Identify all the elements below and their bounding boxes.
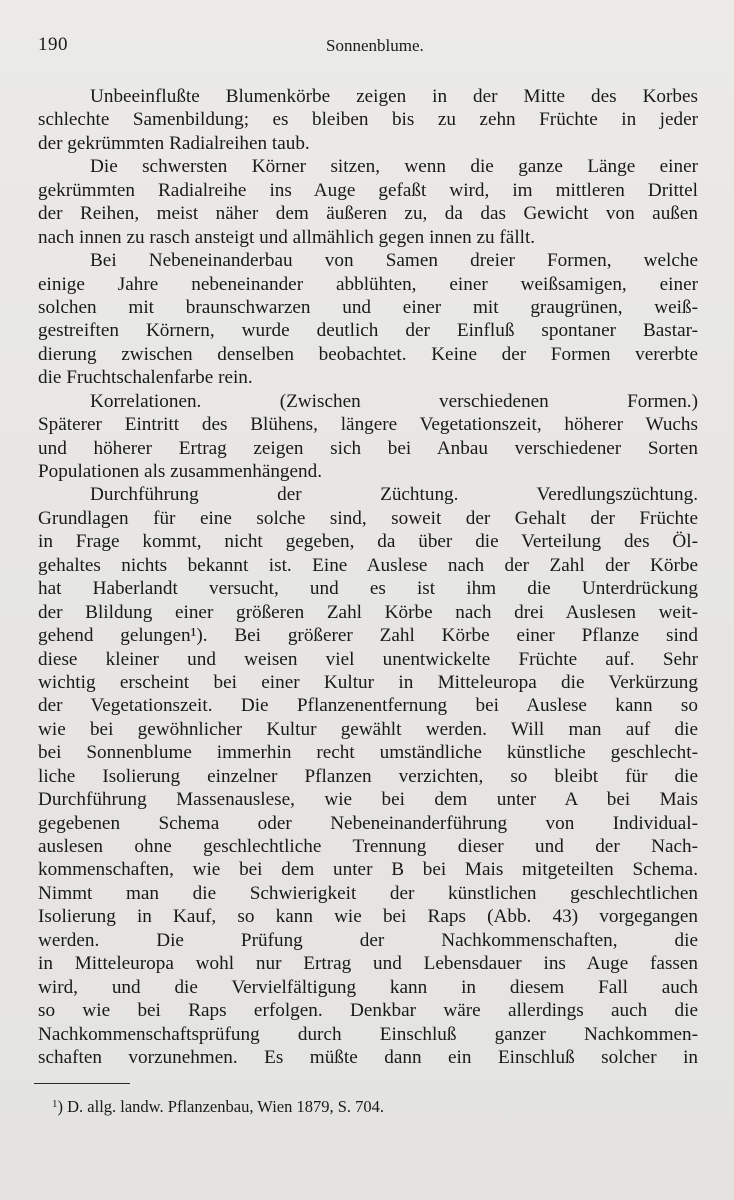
text-line: gekrümmten Radialreihe ins Auge gefaßt wird, im mittleren Drittel — [38, 179, 698, 201]
page-header — [38, 34, 698, 64]
footnote-marker: 1 — [52, 1098, 58, 1110]
text-line: die Fruchtschalenfarbe rein. — [38, 367, 253, 389]
text-line: solchen mit braunschwarzen und einer mit graugrünen, weiß- — [38, 296, 698, 318]
text-line: gehend gelungen¹). Bei größerer Zahl Körbe einer Pflanze sind — [38, 625, 698, 647]
text-line: nach innen zu rasch ansteigt und allmählich gegen innen zu fällt. — [38, 226, 536, 248]
text-line: Nachkommenschaftsprüfung durch Einschluß ganzer Nachkommen- — [38, 1023, 698, 1045]
text-line: wichtig erscheint bei einer Kultur in Mitteleuropa die Verkürzung — [38, 671, 698, 693]
text-line: Isolierung in Kauf, so kann wie bei Raps (Abb. 43) vorgegangen — [38, 906, 698, 928]
text-line: schlechte Samenbildung; es bleiben bis zu zehn Früchte in jeder — [38, 109, 698, 131]
text-line: in Frage kommt, nicht gegeben, da über die Verteilung des Öl- — [38, 531, 698, 553]
text-line: in Mitteleuropa wohl nur Ertrag und Lebensdauer ins Auge fassen — [38, 953, 698, 975]
text-line: Populationen als zusammenhängend. — [38, 461, 323, 482]
text-line: Späterer Eintritt des Blühens, längere Vegetationszeit, höherer Wuchs — [38, 414, 698, 436]
text-line: Unbeeinflußte Blumenkörbe zeigen in der Mitte des Korbes — [90, 86, 698, 107]
footnote — [52, 1097, 384, 1117]
page-number: 190 — [38, 34, 68, 55]
text-line: Die schwersten Körner sitzen, wenn die ganze Länge einer — [90, 156, 698, 178]
text-line: Nimmt man die Schwierigkeit der künstlichen geschlechtlichen — [38, 882, 698, 904]
text-line: der Blildung einer größeren Zahl Körbe nach drei Auslesen weit- — [38, 601, 698, 623]
text-line: gegebenen Schema oder Nebeneinanderführung von Individual- — [38, 812, 698, 834]
text-line: der Vegetationszeit. Die Pflanzenentfernung bei Auslese kann so — [38, 695, 698, 717]
body-text — [38, 85, 698, 1069]
text-line: dierung zwischen denselben beobachtet. Keine der Formen vererbte — [38, 343, 698, 365]
text-line: Korrelationen. (Zwischen verschiedenen Formen.) — [90, 390, 698, 412]
text-line: wird, und die Vervielfältigung kann in diesem Fall auch — [38, 976, 698, 998]
text-line: auslesen ohne geschlechtliche Trennung dieser und der Nach- — [38, 836, 698, 857]
text-line: liche Isolierung einzelner Pflanzen verzichten, so bleibt für die — [38, 765, 698, 787]
text-line: der gekrümmten Radialreihen taub. — [38, 132, 310, 154]
text-line: wie bei gewöhnlicher Kultur gewählt werden. Will man auf die — [38, 718, 698, 740]
text-line: so wie bei Raps erfolgen. Denkbar wäre allerdings auch die — [38, 1000, 698, 1022]
text-line: und höherer Ertrag zeigen sich bei Anbau verschiedener Sorten — [38, 437, 698, 459]
text-line: einige Jahre nebeneinander abblühten, einer weißsamigen, einer — [38, 273, 698, 295]
footnote-text: ) D. allg. landw. Pflanzenbau, Wien 1879, S. 704. — [57, 1097, 385, 1116]
text-line: schaften vorzunehmen. Es müßte dann ein Einschluß solcher in — [38, 1046, 698, 1068]
text-line: Grundlagen für eine solche sind, soweit der Gehalt der Früchte — [38, 507, 698, 529]
running-head: Sonnenblume. — [326, 36, 424, 55]
text-line: diese kleiner und weisen viel unentwickelte Früchte auf. Sehr — [38, 648, 698, 670]
text-line: bei Sonnenblume immerhin recht umständliche künstliche geschlecht- — [38, 742, 698, 764]
text-line: Bei Nebeneinanderbau von Samen dreier Formen, welche — [90, 250, 698, 272]
text-line: Durchführung Massenauslese, wie bei dem unter A bei Mais — [38, 789, 698, 811]
text-line: werden. Die Prüfung der Nachkommenschaften, die — [38, 929, 698, 951]
text-line: hat Haberlandt versucht, und es ist ihm die Unterdrückung — [38, 578, 698, 600]
text-line: kommenschaften, wie bei dem unter B bei Mais mitgeteilten Schema. — [38, 859, 698, 881]
text-line: Durchführung der Züchtung. Veredlungszüchtung. — [90, 484, 698, 506]
text-line: gestreiften Körnern, wurde deutlich der Einfluß spontaner Bastar- — [38, 320, 698, 342]
text-line: gehaltes nichts bekannt ist. Eine Auslese nach der Zahl der Körbe — [38, 554, 698, 576]
footnote-separator — [34, 1083, 130, 1084]
text-line: der Reihen, meist näher dem äußeren zu, da das Gewicht von außen — [38, 203, 698, 225]
